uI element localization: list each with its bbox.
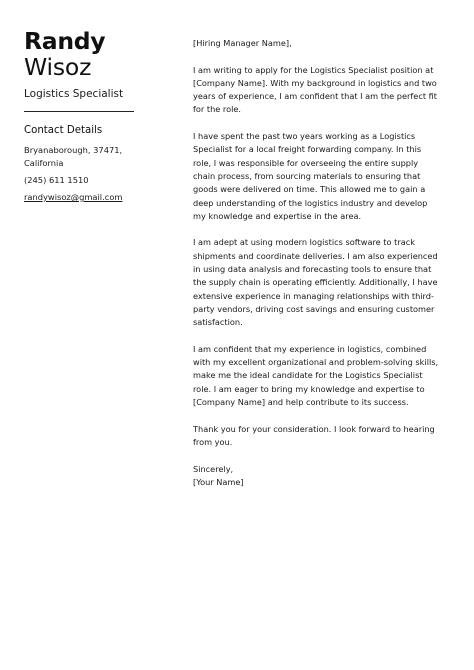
letter-paragraph-5: Thank you for your consideration. I look forward to hearing from you. xyxy=(193,423,435,447)
sidebar-divider xyxy=(24,111,134,112)
contact-email-link[interactable]: randywisoz@gmail.com xyxy=(24,192,123,202)
letter-salutation: [Hiring Manager Name], xyxy=(193,38,292,48)
letter-paragraph-2: I have spent the past two years working as a Logistics Specialist for a local freight forwarding company. In this role, I was responsible for overseeing the entire supply chain process, from sourcing materials to ensuring that goods were delivered on time. This allowed me to gain a deep understanding of the logistics industry and develop my knowledge and expertise in the area. xyxy=(193,131,428,221)
letter-paragraph-4: I am confident that my experience in logistics, combined with my excellent organizational and problem-solving skills, make me the ideal candidate for the Logistics Specialist role. I am eager to bring my knowledge and expertise to [Company Name] and help contribute to its success. xyxy=(193,343,439,408)
letter-paragraph-1: I am writing to apply for the Logistics Specialist position at [Company Name]. With my background in logistics and two years of experience, I am confident that I am the perfect fit for the role. xyxy=(193,64,438,115)
first-name: Randy xyxy=(24,27,106,55)
contact-details-heading: Contact Details xyxy=(24,125,103,136)
letter-body xyxy=(193,37,439,489)
contact-details xyxy=(24,144,136,204)
sidebar xyxy=(24,28,136,208)
job-title: Logistics Specialist xyxy=(24,88,124,100)
letter-paragraph-3: I am adept at using modern logistics software to track shipments and coordinate deliveries. I am also experienced in using data analysis and forecasting tools to ensure that the supply chain is operating efficiently. Additionally, I have extensive experience in managing relationships with third-party vendors, driving cost savings and ensuring customer satisfaction. xyxy=(193,237,438,328)
contact-phone: (245) 611 1510 xyxy=(24,175,89,185)
letter-signature: [Your Name] xyxy=(193,476,244,487)
contact-address: Bryanaborough, 37471, California xyxy=(24,145,123,168)
last-name: Wisoz xyxy=(24,53,92,81)
letter-closing: Sincerely, xyxy=(193,463,234,474)
contact-email-item xyxy=(24,191,136,204)
